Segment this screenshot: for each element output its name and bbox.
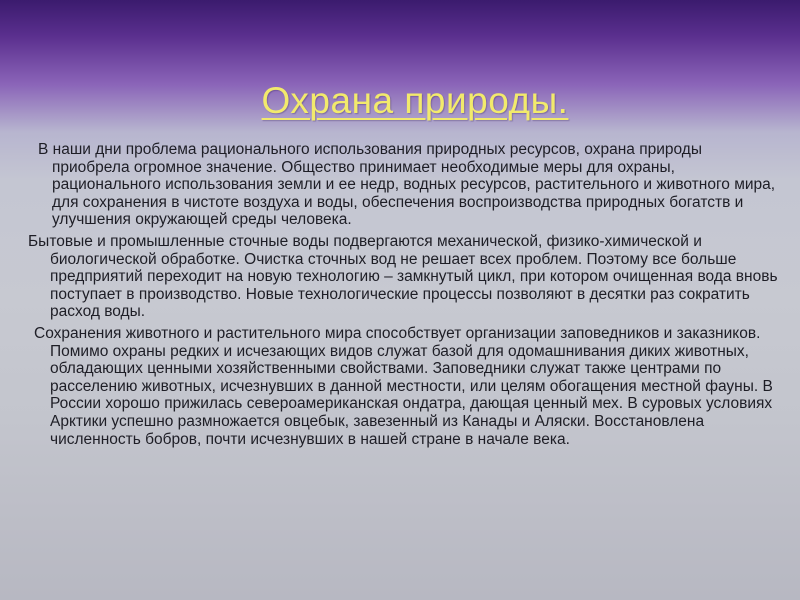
paragraph-resources: В наши дни проблема рационального использования природных ресурсов, охрана природы приобрела огромное значение. Общество принимает необходимые меры для охраны, рационального использования земли и ее недр, водных ресурсов, растительного и животного мира, для сохранения в чистоте воздуха и воды, обеспечения воспроизводства природных богатств и улучшения окружающей среды человека.	[38, 141, 776, 229]
paragraph-wastewater: Бытовые и промышленные сточные воды подвергаются механической, физико-химической и биологической обработке. Очистка сточных вод не решает всех проблем. Поэтому все больше предприятий переходит на новую технологию – замкнутый цикл, при котором очищенная вода вновь поступает в производство. Новые технологические процессы позволяют в десятки раз сократить расход воды.	[28, 232, 778, 321]
paragraph-reserves: Сохранения животного и растительного мира способствует организации заповедников и заказников. Помимо охраны редких и исчезающих видов служат базой для одомашнивания диких животных, обладающих ценными хозяйственными свойствами. Заповедники служат также центрами по расселению животных, исчезнувших в данной местности, или целям обогащения местной фауны. В России хорошо прижилась североамериканская ондатра, дающая ценный мех. В суровых условиях Арктики успешно размножается овцебык, завезенный из Канады и Аляски. Восстановлена численность бобров, почти исчезнувших в нашей стране в начале века.	[34, 324, 773, 448]
slide-title: Охрана природы.	[261, 80, 569, 121]
slide-body	[28, 141, 780, 450]
